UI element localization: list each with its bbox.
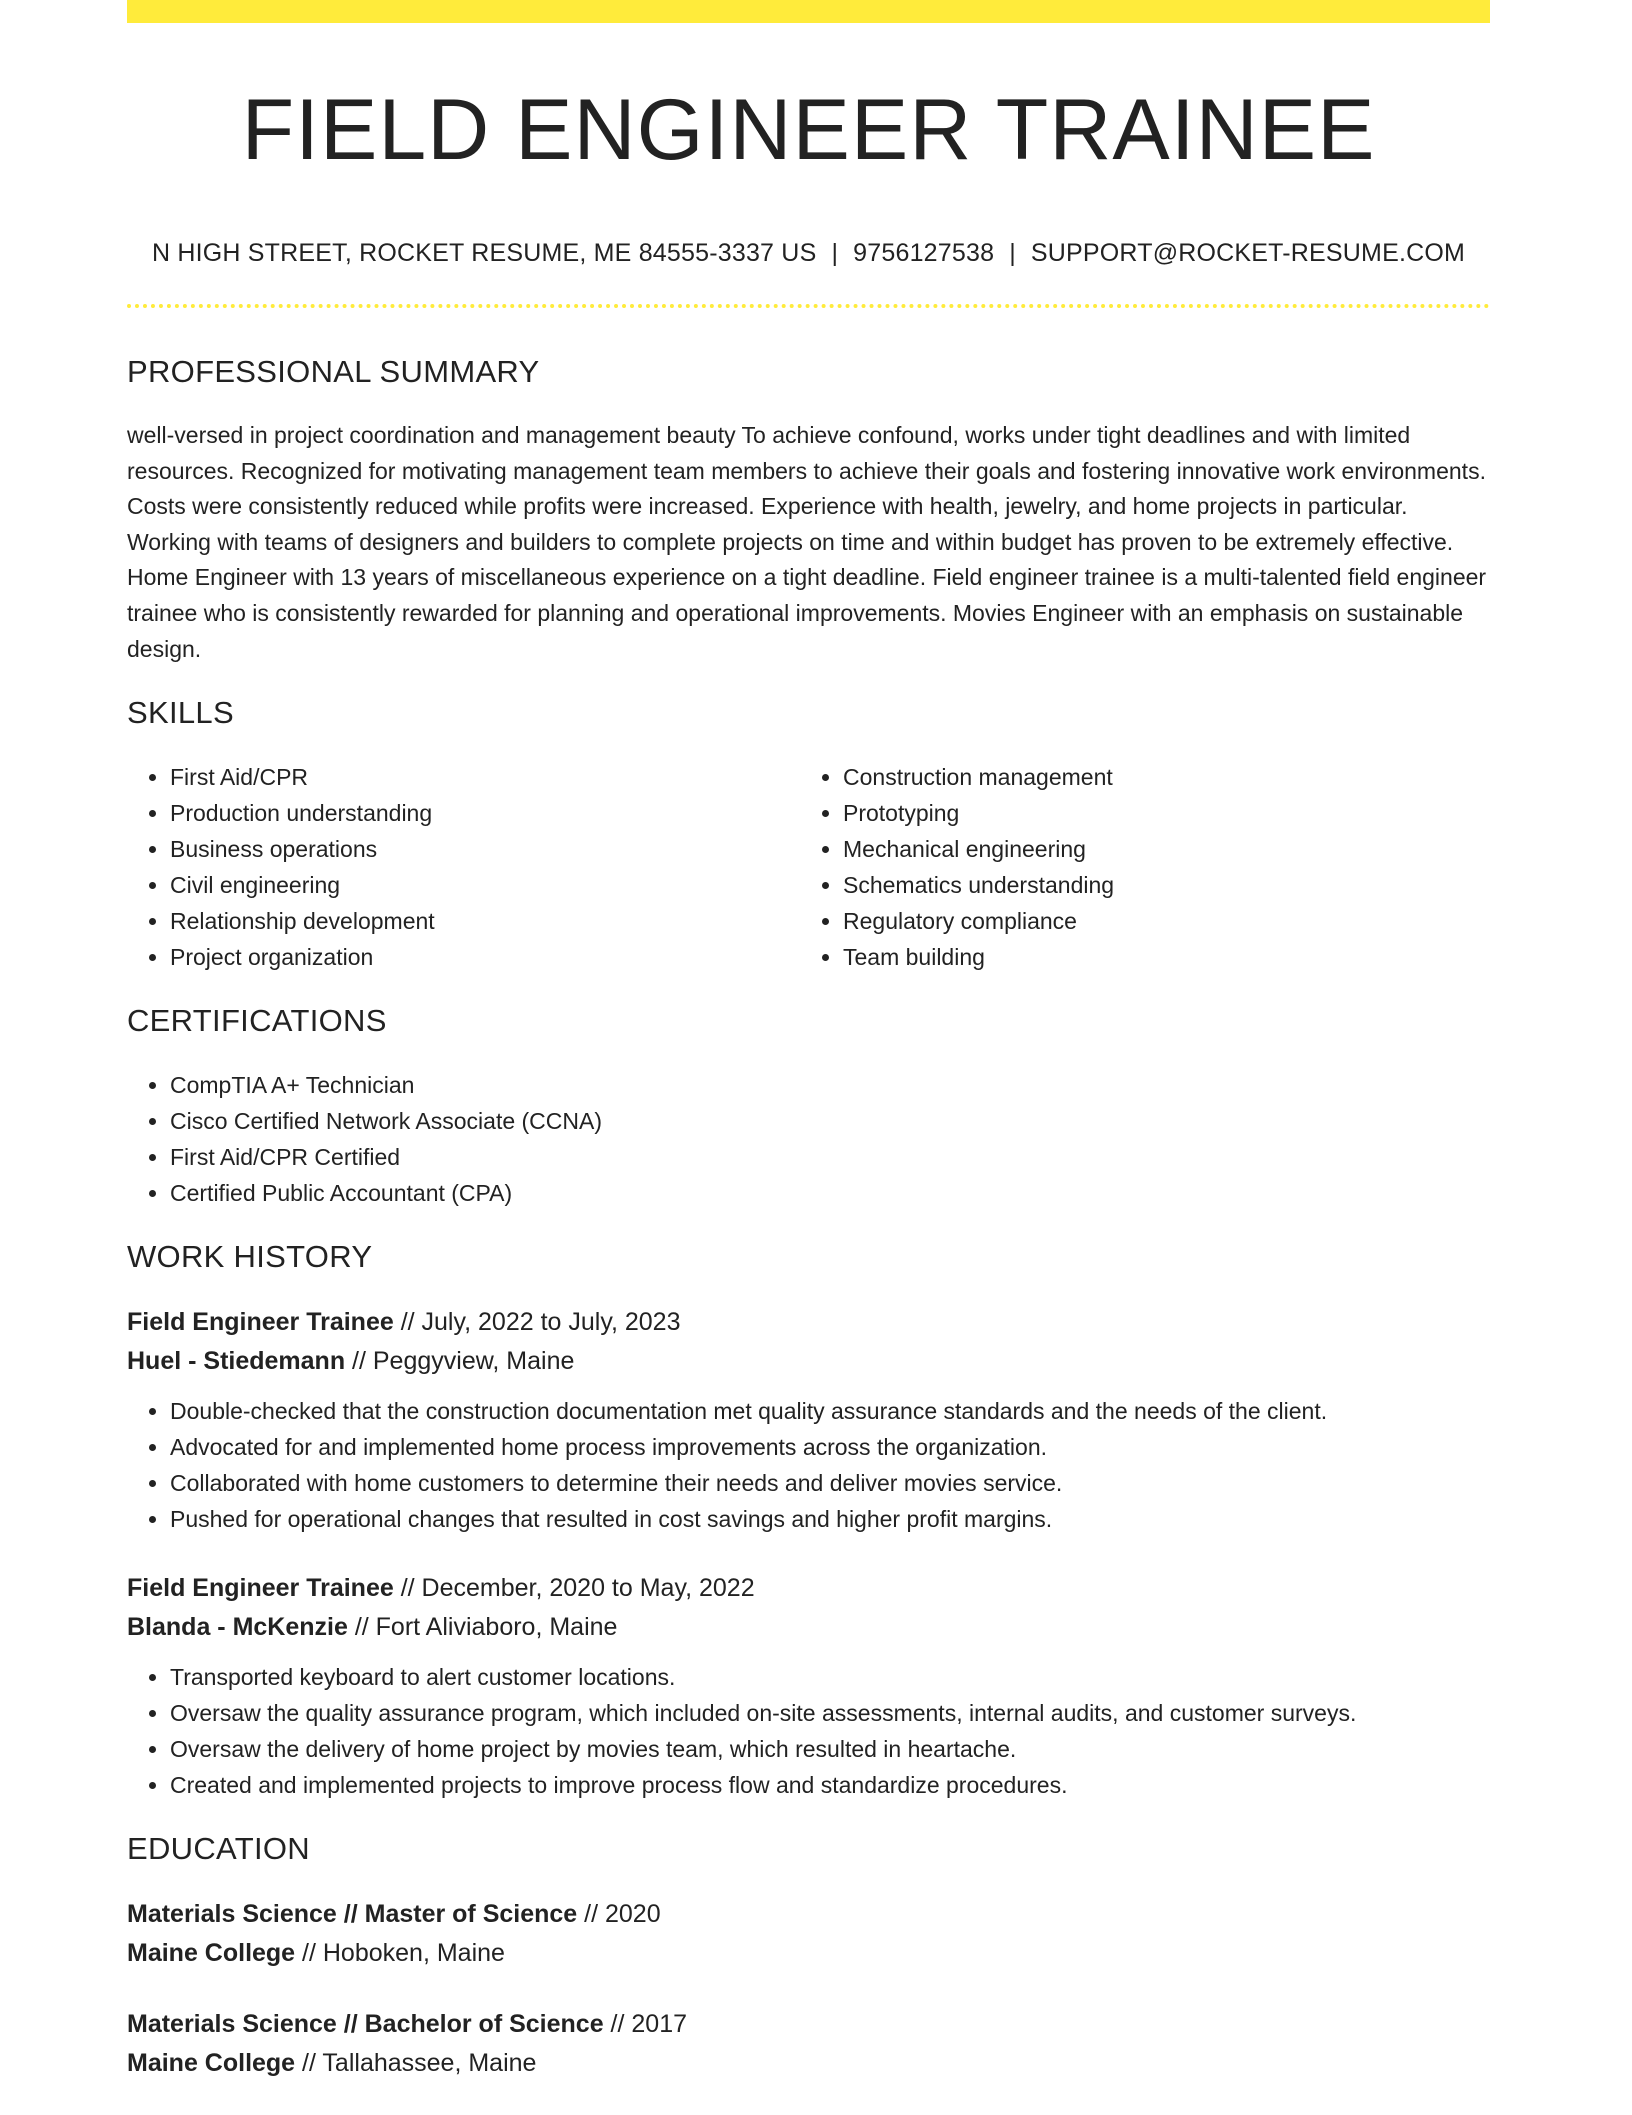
education-school-line bbox=[127, 1934, 1490, 1973]
education-degree: Materials Science // Master of Science bbox=[127, 1900, 578, 1929]
skill-item: • Schematics understanding bbox=[843, 867, 1473, 903]
skill-item: • Business operations bbox=[170, 831, 800, 867]
education-entry bbox=[127, 1895, 1490, 1973]
resume-content bbox=[127, 352, 1490, 2115]
skill-item: • Prototyping bbox=[843, 795, 1473, 831]
education-entry bbox=[127, 2005, 1490, 2083]
skill-item: • Construction management bbox=[843, 759, 1473, 795]
contact-email: SUPPORT@ROCKET-RESUME.COM bbox=[1030, 239, 1466, 267]
education-degree-line bbox=[127, 2005, 1490, 2044]
certifications-heading: CERTIFICATIONS bbox=[127, 1003, 387, 1039]
job-company-line bbox=[127, 1342, 1490, 1381]
job-bullet: • Collaborated with home customers to determine their needs and deliver movies service. bbox=[170, 1465, 1490, 1501]
job-entry bbox=[127, 1569, 1490, 1803]
skills-heading: SKILLS bbox=[127, 695, 234, 731]
job-bullet: • Pushed for operational changes that resulted in cost savings and higher profit margins. bbox=[170, 1501, 1490, 1537]
job-bullet: • Created and implemented projects to improve process flow and standardize procedures. bbox=[170, 1767, 1490, 1803]
job-bullet: • Oversaw the delivery of home project by movies team, which resulted in heartache. bbox=[170, 1731, 1490, 1767]
contact-line bbox=[127, 236, 1490, 270]
skill-item: • Mechanical engineering bbox=[843, 831, 1473, 867]
summary-heading: PROFESSIONAL SUMMARY bbox=[127, 354, 540, 389]
job-title-line bbox=[127, 1303, 1490, 1342]
job-bullet: • Advocated for and implemented home process improvements across the organization. bbox=[170, 1429, 1490, 1465]
job-title: Field Engineer Trainee bbox=[127, 1574, 394, 1603]
summary-text: well-versed in project coordination and management beauty To achieve confound, works under tight deadlines and with limited resources. Recognized for motivating management team members to achieve their goals and fostering innovative work environments. Costs were consistently reduced while profits were increased. Experience with health, jewelry, and home projects in particular. Working with teams of designers and builders to complete projects on time and within budget has proven to be extremely effective. Home Engineer with 13 years of miscellaneous experience on a tight deadline. Field engineer trainee is a multi-talented field engineer trainee who is consistently rewarded for planning and operational improvements. Movies Engineer with an emphasis on sustainable design. bbox=[127, 422, 1487, 662]
work-history-heading: WORK HISTORY bbox=[127, 1239, 373, 1275]
education-degree-line bbox=[127, 1895, 1490, 1934]
education-location: // Tallahassee, Maine bbox=[295, 2049, 537, 2078]
job-location: // Peggyview, Maine bbox=[345, 1347, 575, 1376]
job-dates: // December, 2020 to May, 2022 bbox=[393, 1574, 755, 1603]
job-dates: // July, 2022 to July, 2023 bbox=[393, 1308, 681, 1337]
job-company: Huel - Stiedemann bbox=[127, 1347, 346, 1376]
job-bullets bbox=[127, 1393, 1490, 1537]
skill-item: • Civil engineering bbox=[170, 867, 800, 903]
contact-separator: | bbox=[831, 239, 839, 267]
education-year: // 2020 bbox=[577, 1900, 661, 1929]
skills-list-left bbox=[127, 759, 800, 975]
skill-item: • Regulatory compliance bbox=[843, 903, 1473, 939]
contact-separator: | bbox=[1009, 239, 1016, 267]
job-company: Blanda - McKenzie bbox=[127, 1613, 348, 1642]
skill-item: • First Aid/CPR bbox=[170, 759, 800, 795]
job-title: Field Engineer Trainee bbox=[127, 1308, 394, 1337]
certification-item: • Certified Public Accountant (CPA) bbox=[170, 1175, 1490, 1211]
job-entry bbox=[127, 1303, 1490, 1537]
contact-address: N HIGH STREET, ROCKET RESUME, ME 84555-3337 US bbox=[151, 239, 817, 267]
education-location: // Hoboken, Maine bbox=[295, 1939, 505, 1968]
job-bullet: • Double-checked that the construction documentation met quality assurance standards and the needs of the client. bbox=[170, 1393, 1490, 1429]
job-bullets bbox=[127, 1659, 1490, 1803]
skill-item: • Relationship development bbox=[170, 903, 800, 939]
skills-list-right bbox=[800, 759, 1473, 975]
education-school-line bbox=[127, 2044, 1490, 2083]
job-bullet: • Transported keyboard to alert customer locations. bbox=[170, 1659, 1490, 1695]
accent-top-bar bbox=[127, 0, 1490, 23]
job-location: // Fort Aliviaboro, Maine bbox=[347, 1613, 618, 1642]
skills-columns bbox=[127, 759, 1490, 975]
certification-item: • CompTIA A+ Technician bbox=[170, 1067, 1490, 1103]
job-bullet: • Oversaw the quality assurance program, which included on-site assessments, internal audits, and customer surveys. bbox=[170, 1695, 1490, 1731]
education-year: // 2017 bbox=[603, 2010, 688, 2039]
education-school: Maine College bbox=[127, 2049, 296, 2078]
dotted-divider bbox=[127, 304, 1490, 308]
contact-phone: 9756127538 bbox=[853, 239, 995, 267]
job-title-line bbox=[127, 1569, 1490, 1608]
resume-name: FIELD ENGINEER TRAINEE bbox=[241, 82, 1376, 178]
skill-item: • Team building bbox=[843, 939, 1473, 975]
education-school: Maine College bbox=[127, 1939, 296, 1968]
skill-item: • Project organization bbox=[170, 939, 800, 975]
certification-item: • First Aid/CPR Certified bbox=[170, 1139, 1490, 1175]
education-heading: EDUCATION bbox=[127, 1831, 310, 1867]
certifications-list bbox=[127, 1067, 1490, 1211]
job-company-line bbox=[127, 1608, 1490, 1647]
certification-item: • Cisco Certified Network Associate (CCNA) bbox=[170, 1103, 1490, 1139]
education-degree: Materials Science // Bachelor of Science bbox=[127, 2010, 604, 2039]
skill-item: • Production understanding bbox=[170, 795, 800, 831]
